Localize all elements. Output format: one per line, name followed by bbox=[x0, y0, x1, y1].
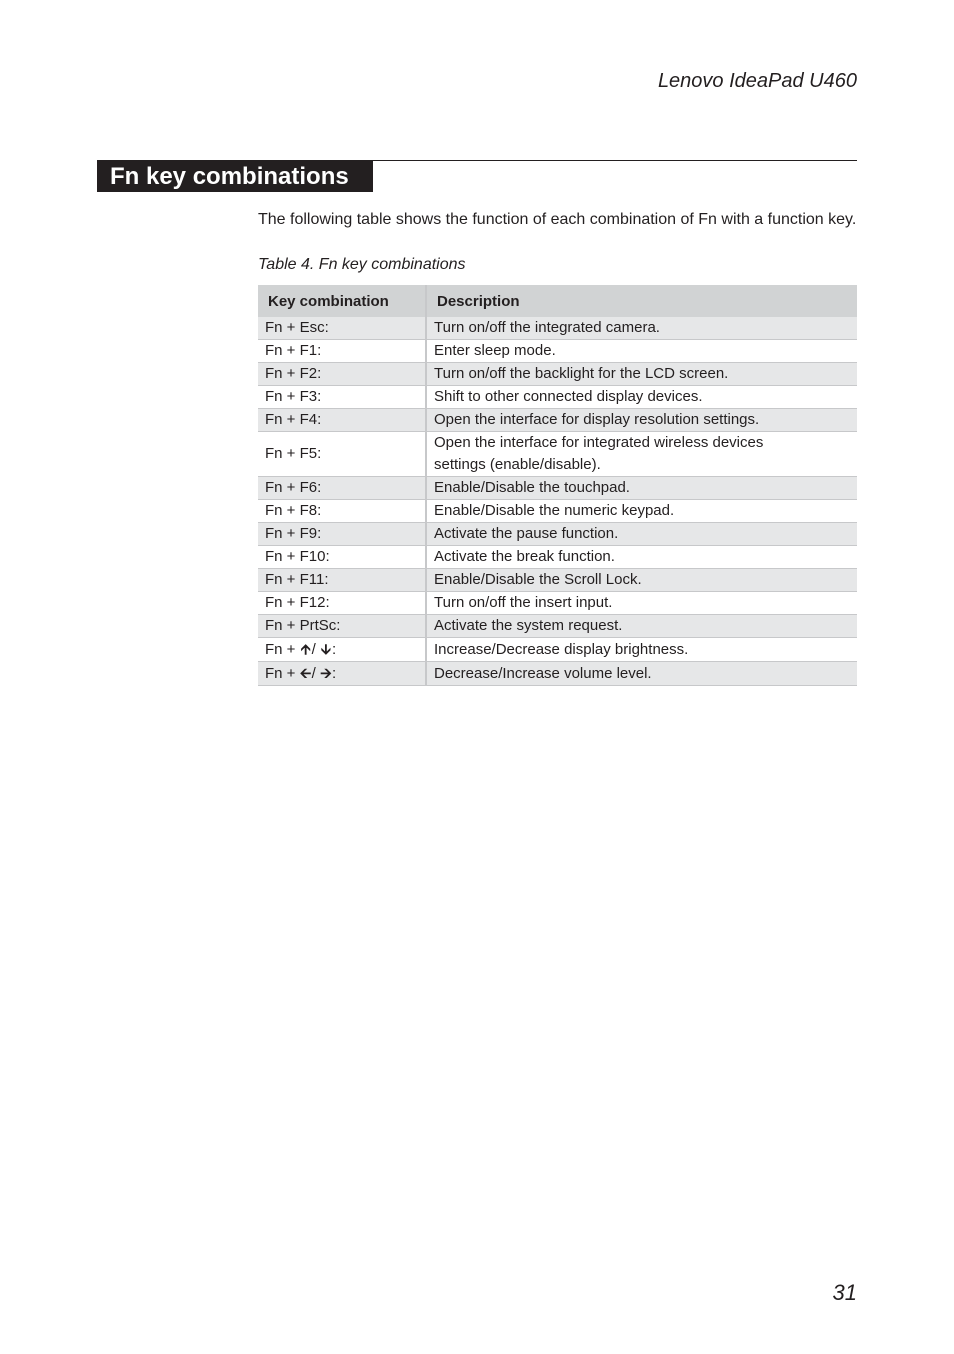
description-cell: Activate the system request. bbox=[426, 615, 857, 638]
key-cell: Fn + F2: bbox=[258, 363, 426, 386]
table-row bbox=[258, 432, 857, 477]
description-cell: Increase/Decrease display brightness. bbox=[426, 638, 857, 662]
key-cell: Fn + F11: bbox=[258, 569, 426, 592]
key-cell: Fn + F10: bbox=[258, 546, 426, 569]
left-arrow-icon: 🡨 bbox=[299, 665, 312, 681]
key-cell bbox=[258, 662, 426, 686]
description-cell: Open the interface for display resolution settings. bbox=[426, 409, 857, 432]
table-row bbox=[258, 363, 857, 386]
description-cell bbox=[426, 432, 857, 477]
table-row bbox=[258, 662, 857, 686]
description-cell: Shift to other connected display devices. bbox=[426, 386, 857, 409]
description-cell: Turn on/off the backlight for the LCD screen. bbox=[426, 363, 857, 386]
description-cell: Activate the break function. bbox=[426, 546, 857, 569]
table-row bbox=[258, 615, 857, 638]
table-row bbox=[258, 523, 857, 546]
key-prefix: Fn + bbox=[265, 641, 300, 658]
description-cell: Activate the pause function. bbox=[426, 523, 857, 546]
description-cell: Turn on/off the integrated camera. bbox=[426, 317, 857, 340]
intro-paragraph: The following table shows the function of each combination of Fn with a function key. bbox=[258, 211, 857, 228]
fn-key-table bbox=[258, 285, 857, 686]
page-header-product: Lenovo IdeaPad U460 bbox=[657, 70, 857, 92]
table-caption: Table 4. Fn key combinations bbox=[258, 256, 466, 273]
up-arrow-icon: 🡩 bbox=[300, 641, 311, 657]
table-row bbox=[258, 386, 857, 409]
key-cell: Fn + F1: bbox=[258, 340, 426, 363]
description-cell: Turn on/off the insert input. bbox=[426, 592, 857, 615]
key-suffix: : bbox=[331, 641, 337, 658]
key-cell: Fn + F9: bbox=[258, 523, 426, 546]
section-rule bbox=[373, 160, 857, 161]
description-cell: Enter sleep mode. bbox=[426, 340, 857, 363]
key-cell: Fn + F6: bbox=[258, 477, 426, 500]
right-arrow-icon: 🡪 bbox=[320, 665, 332, 681]
description-cell: Enable/Disable the Scroll Lock. bbox=[426, 569, 857, 592]
column-header-description: Description bbox=[426, 285, 857, 317]
description-cell: Enable/Disable the touchpad. bbox=[426, 477, 857, 500]
down-arrow-icon: 🡫 bbox=[320, 641, 331, 657]
section-title: Fn key combinations bbox=[97, 160, 373, 192]
key-prefix: Fn + bbox=[265, 665, 300, 682]
section-heading bbox=[97, 160, 857, 192]
key-cell bbox=[258, 638, 426, 662]
table-row bbox=[258, 592, 857, 615]
page-number: 31 bbox=[832, 1280, 857, 1305]
table-row bbox=[258, 569, 857, 592]
key-separator: / bbox=[311, 665, 320, 682]
table-header-row bbox=[258, 285, 857, 317]
table-row bbox=[258, 638, 857, 662]
key-cell: Fn + F12: bbox=[258, 592, 426, 615]
key-cell: Fn + Esc: bbox=[258, 317, 426, 340]
table-row bbox=[258, 546, 857, 569]
key-cell: Fn + F8: bbox=[258, 500, 426, 523]
table-row bbox=[258, 340, 857, 363]
description-cell: Enable/Disable the numeric keypad. bbox=[426, 500, 857, 523]
key-cell: Fn + F3: bbox=[258, 386, 426, 409]
description-line: Open the interface for integrated wireless devices bbox=[434, 434, 764, 451]
table-row bbox=[258, 477, 857, 500]
description-line: settings (enable/disable). bbox=[434, 456, 601, 473]
key-separator: / bbox=[311, 641, 320, 658]
key-cell: Fn + PrtSc: bbox=[258, 615, 426, 638]
key-cell: Fn + F5: bbox=[258, 432, 426, 477]
column-header-key: Key combination bbox=[258, 285, 426, 317]
key-cell: Fn + F4: bbox=[258, 409, 426, 432]
table-row bbox=[258, 500, 857, 523]
table-row bbox=[258, 317, 857, 340]
table-row bbox=[258, 409, 857, 432]
description-cell: Decrease/Increase volume level. bbox=[426, 662, 857, 686]
key-suffix: : bbox=[331, 665, 337, 682]
